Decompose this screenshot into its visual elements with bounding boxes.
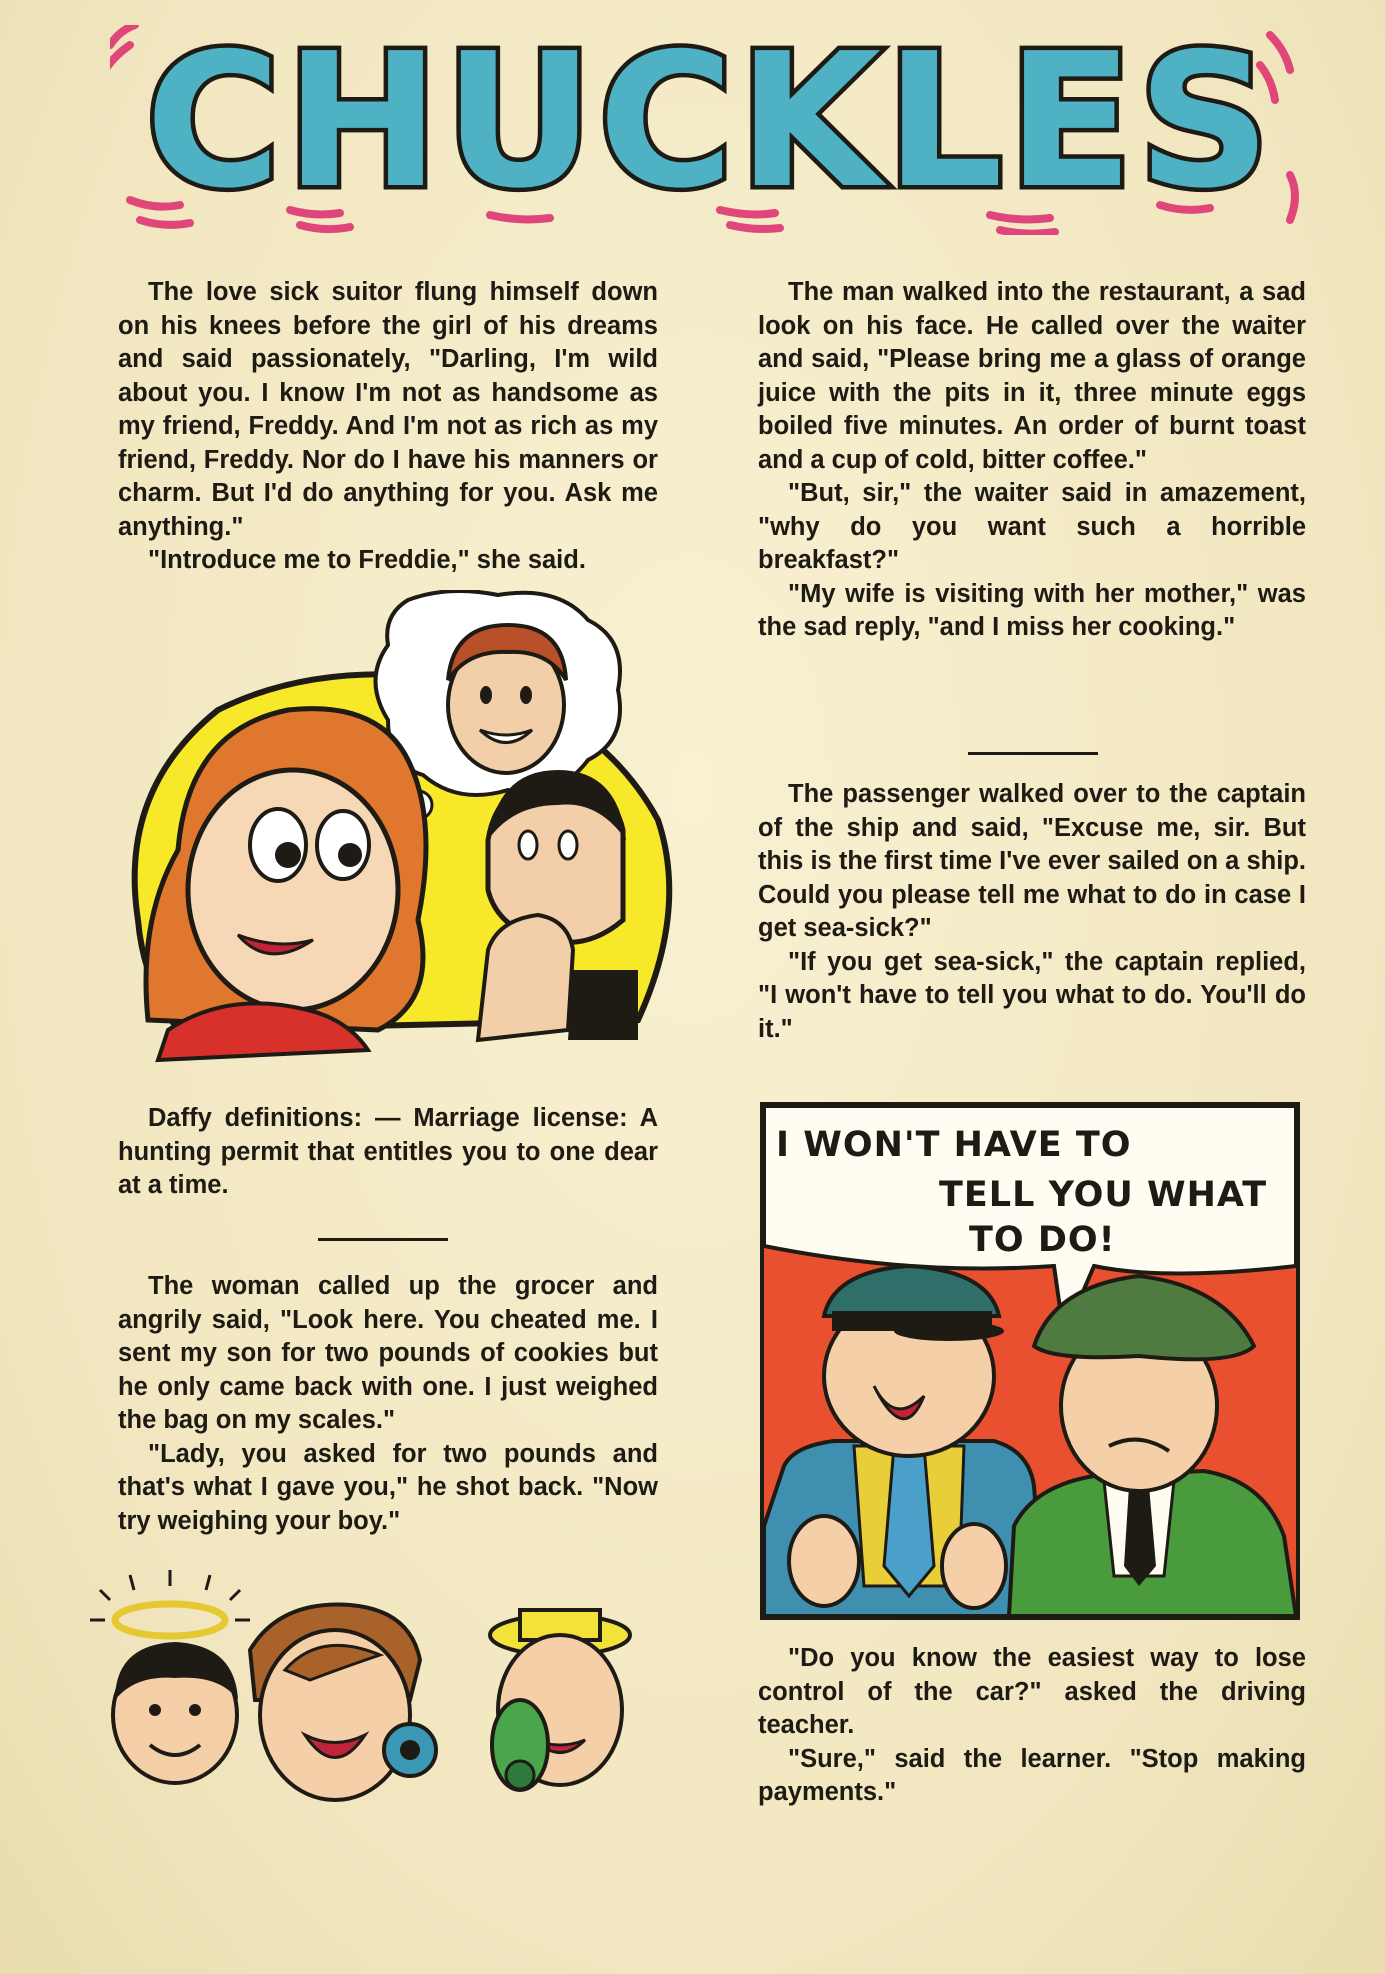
- boy-face: [113, 1642, 238, 1783]
- joke-paragraph: "Do you know the easiest way to lose control of the car?" asked the driving teacher.: [758, 1644, 1306, 1739]
- right-joke-2: [758, 778, 1306, 1046]
- speech-line-3: TO DO!: [969, 1220, 1116, 1260]
- joke-paragraph: "If you get sea-sick," the captain replied, "I won't have to tell you what to do. You'll do it.": [758, 947, 1306, 1043]
- joke-divider: [968, 752, 1098, 755]
- mother-face: [250, 1605, 436, 1800]
- joke-paragraph: "Lady, you asked for two pounds and that's what I gave you," he shot back. "Now try weighing your boy.": [118, 1439, 658, 1535]
- man-face: [490, 1610, 630, 1790]
- phone-call-illustration: [50, 1570, 680, 1810]
- right-joke-1: [758, 276, 1306, 645]
- left-joke-1: [118, 276, 658, 578]
- joke-paragraph: The woman called up the grocer and angrily said, "Look here. You cheated me. I sent my son for two pounds of cookies but he only came back with one. I just weighed the bag on my scales.": [118, 1272, 658, 1434]
- captain-scene: [764, 1106, 1296, 1616]
- joke-paragraph: "My wife is visiting with her mother," was the sad reply, "and I miss her cooking.": [758, 579, 1306, 641]
- left-joke-2: [118, 1102, 658, 1203]
- left-joke-3: [118, 1270, 658, 1538]
- freddy-face: [448, 625, 566, 773]
- speech-line-2: TELL YOU WHAT: [939, 1175, 1268, 1215]
- speech-line-1: I WON'T HAVE TO: [776, 1125, 1132, 1165]
- title-graphic: [110, 25, 1310, 235]
- captain-panel: [760, 1102, 1300, 1620]
- suitor-character: [478, 770, 638, 1040]
- joke-divider: [318, 1238, 448, 1241]
- joke-paragraph: "But, sir," the waiter said in amazement, "why do you want such a horrible breakfast?": [758, 479, 1306, 574]
- telephone-icon: [492, 1700, 548, 1790]
- suitor-illustration: [118, 590, 693, 1090]
- joke-paragraph: The passenger walked over to the captain of the ship and said, "Excuse me, sir. But this is the first time I've ever sailed on a ship. Could you please tell me what to do in case I get sea-sick?": [758, 780, 1306, 942]
- joke-paragraph: The love sick suitor flung himself down on his knees before the girl of his dreams and said passionately, "Darling, I'm wild about you. I know I'm not as handsome as my friend, Freddy. And I'm not as rich as my friend, Freddy. Nor do I have his manners or charm. But I'd do anything for you. Ask me anything.": [118, 278, 658, 541]
- telephone-icon: [384, 1724, 436, 1776]
- joke-paragraph: The man walked into the restaurant, a sad look on his face. He called over the waiter and said, "Please bring me a glass of orange juice with the pits in it, three minute eggs boiled five minutes. An order of burnt toast and a cup of cold, bitter coffee.": [758, 278, 1306, 474]
- halo-icon: [90, 1570, 250, 1636]
- joke-paragraph: "Sure," said the learner. "Stop making payments.": [758, 1744, 1306, 1806]
- joke-paragraph: "Introduce me to Freddie," she said.: [148, 546, 586, 574]
- title-banner: [110, 25, 1310, 235]
- right-joke-3: [758, 1642, 1306, 1810]
- joke-paragraph: Daffy definitions: — Marriage license: A hunting permit that entitles you to one dear at a time.: [118, 1104, 658, 1199]
- page-title: CHUCKLES: [145, 25, 1275, 229]
